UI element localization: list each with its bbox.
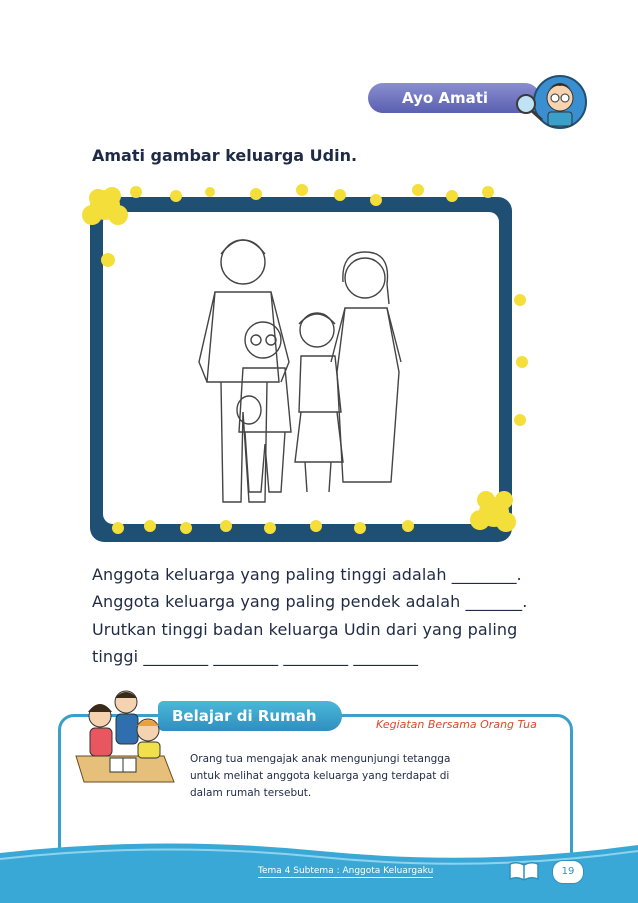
- question-tallest: Anggota keluarga yang paling tinggi adalah ________.: [92, 565, 522, 584]
- home-activity-line: dalam rumah tersebut.: [190, 787, 312, 799]
- family-illustration: [103, 212, 499, 524]
- home-activity-line: Orang tua mengajak anak mengunjungi tetangga: [190, 753, 451, 765]
- section-label-ayo-amati: Ayo Amati: [368, 83, 540, 113]
- footer-caption: Tema 4 Subtema : Anggota Keluargaku: [258, 866, 434, 876]
- question-order-blanks: tinggi ________ ________ ________ ________: [92, 647, 419, 666]
- question-order: Urutkan tinggi badan keluarga Udin dari yang paling: [92, 620, 518, 639]
- home-activity-subtitle: Kegiatan Bersama Orang Tua: [376, 718, 537, 731]
- book-icon: [508, 860, 540, 882]
- page-number: 19: [552, 860, 584, 884]
- question-shortest: Anggota keluarga yang paling pendek adalah _______.: [92, 592, 528, 611]
- home-activity-line: untuk melihat anggota keluarga yang terdapat di: [190, 770, 450, 782]
- home-activity-title: Belajar di Rumah: [158, 701, 342, 731]
- instruction-text: Amati gambar keluarga Udin.: [92, 146, 358, 165]
- magnifier-boy-icon: [512, 74, 592, 134]
- parent-child-reading-icon: [70, 686, 180, 794]
